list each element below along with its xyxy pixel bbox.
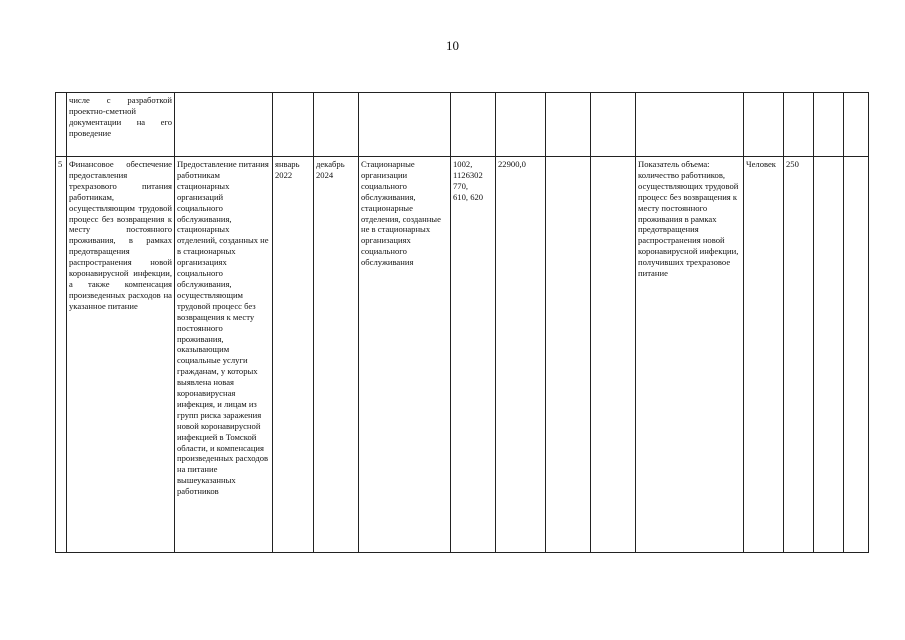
cell-empty bbox=[844, 93, 869, 157]
page-number: 10 bbox=[446, 38, 459, 53]
cell-codes bbox=[451, 93, 496, 157]
cell-start: январь 2022 bbox=[273, 157, 314, 553]
cell-unit bbox=[744, 93, 784, 157]
cell-indicator: Показатель объема: количество работников, осуществляющих трудовой процесс без возвращения к месту постоянного проживания в рамках предотвращения распространения новой коронавирусной инфекции, получивших трехразовое питание bbox=[636, 157, 744, 553]
table-row bbox=[56, 157, 869, 553]
cell-name: числе с разработкой проектно-сметной документации на его проведение bbox=[67, 93, 175, 157]
cell-description bbox=[175, 93, 273, 157]
cell-empty bbox=[814, 157, 844, 553]
cell-codes: 1002, 1126302 770, 610, 620 bbox=[451, 157, 496, 553]
cell-name: Финансовое обеспечение предоставления трехразового питания работникам, осуществляющим трудовой процесс без возвращения к месту постоянного проживания, в рамках предотвращения распространения новой коронавирусной инфекции, а также компенсация произведенных расходов на указанное питание bbox=[67, 157, 175, 553]
cell-empty bbox=[814, 93, 844, 157]
cell-amount: 22900,0 bbox=[496, 157, 546, 553]
cell-num: 5 bbox=[56, 157, 67, 553]
program-table bbox=[55, 92, 869, 553]
cell-start bbox=[273, 93, 314, 157]
cell-unit: Человек bbox=[744, 157, 784, 553]
cell-empty bbox=[546, 157, 591, 553]
cell-description: Предоставление питания работникам стационарных организаций социального обслуживания, стационарных отделений, созданных не в стационарных организациях социального обслуживания, осуществляющим трудовой процесс без возвращения к месту постоянного проживания, оказывающим социальные услуги гражданам, у которых выявлена новая коронавирусная инфекция, и лицам из групп риска заражения новой коронавирусной инфекцией в Томской области, и компенсация произведенных расходов на питание вышеуказанных работников bbox=[175, 157, 273, 553]
cell-executor bbox=[359, 93, 451, 157]
cell-executor: Стационарные организации социального обслуживания, стационарные отделения, созданные не в стационарных организациях социального обслуживания bbox=[359, 157, 451, 553]
cell-end: декабрь 2024 bbox=[314, 157, 359, 553]
table-row bbox=[56, 93, 869, 157]
cell-end bbox=[314, 93, 359, 157]
cell-empty bbox=[844, 157, 869, 553]
cell-indicator bbox=[636, 93, 744, 157]
cell-empty bbox=[591, 157, 636, 553]
cell-value bbox=[784, 93, 814, 157]
cell-empty bbox=[546, 93, 591, 157]
cell-value: 250 bbox=[784, 157, 814, 553]
cell-amount bbox=[496, 93, 546, 157]
cell-empty bbox=[591, 93, 636, 157]
cell-num bbox=[56, 93, 67, 157]
